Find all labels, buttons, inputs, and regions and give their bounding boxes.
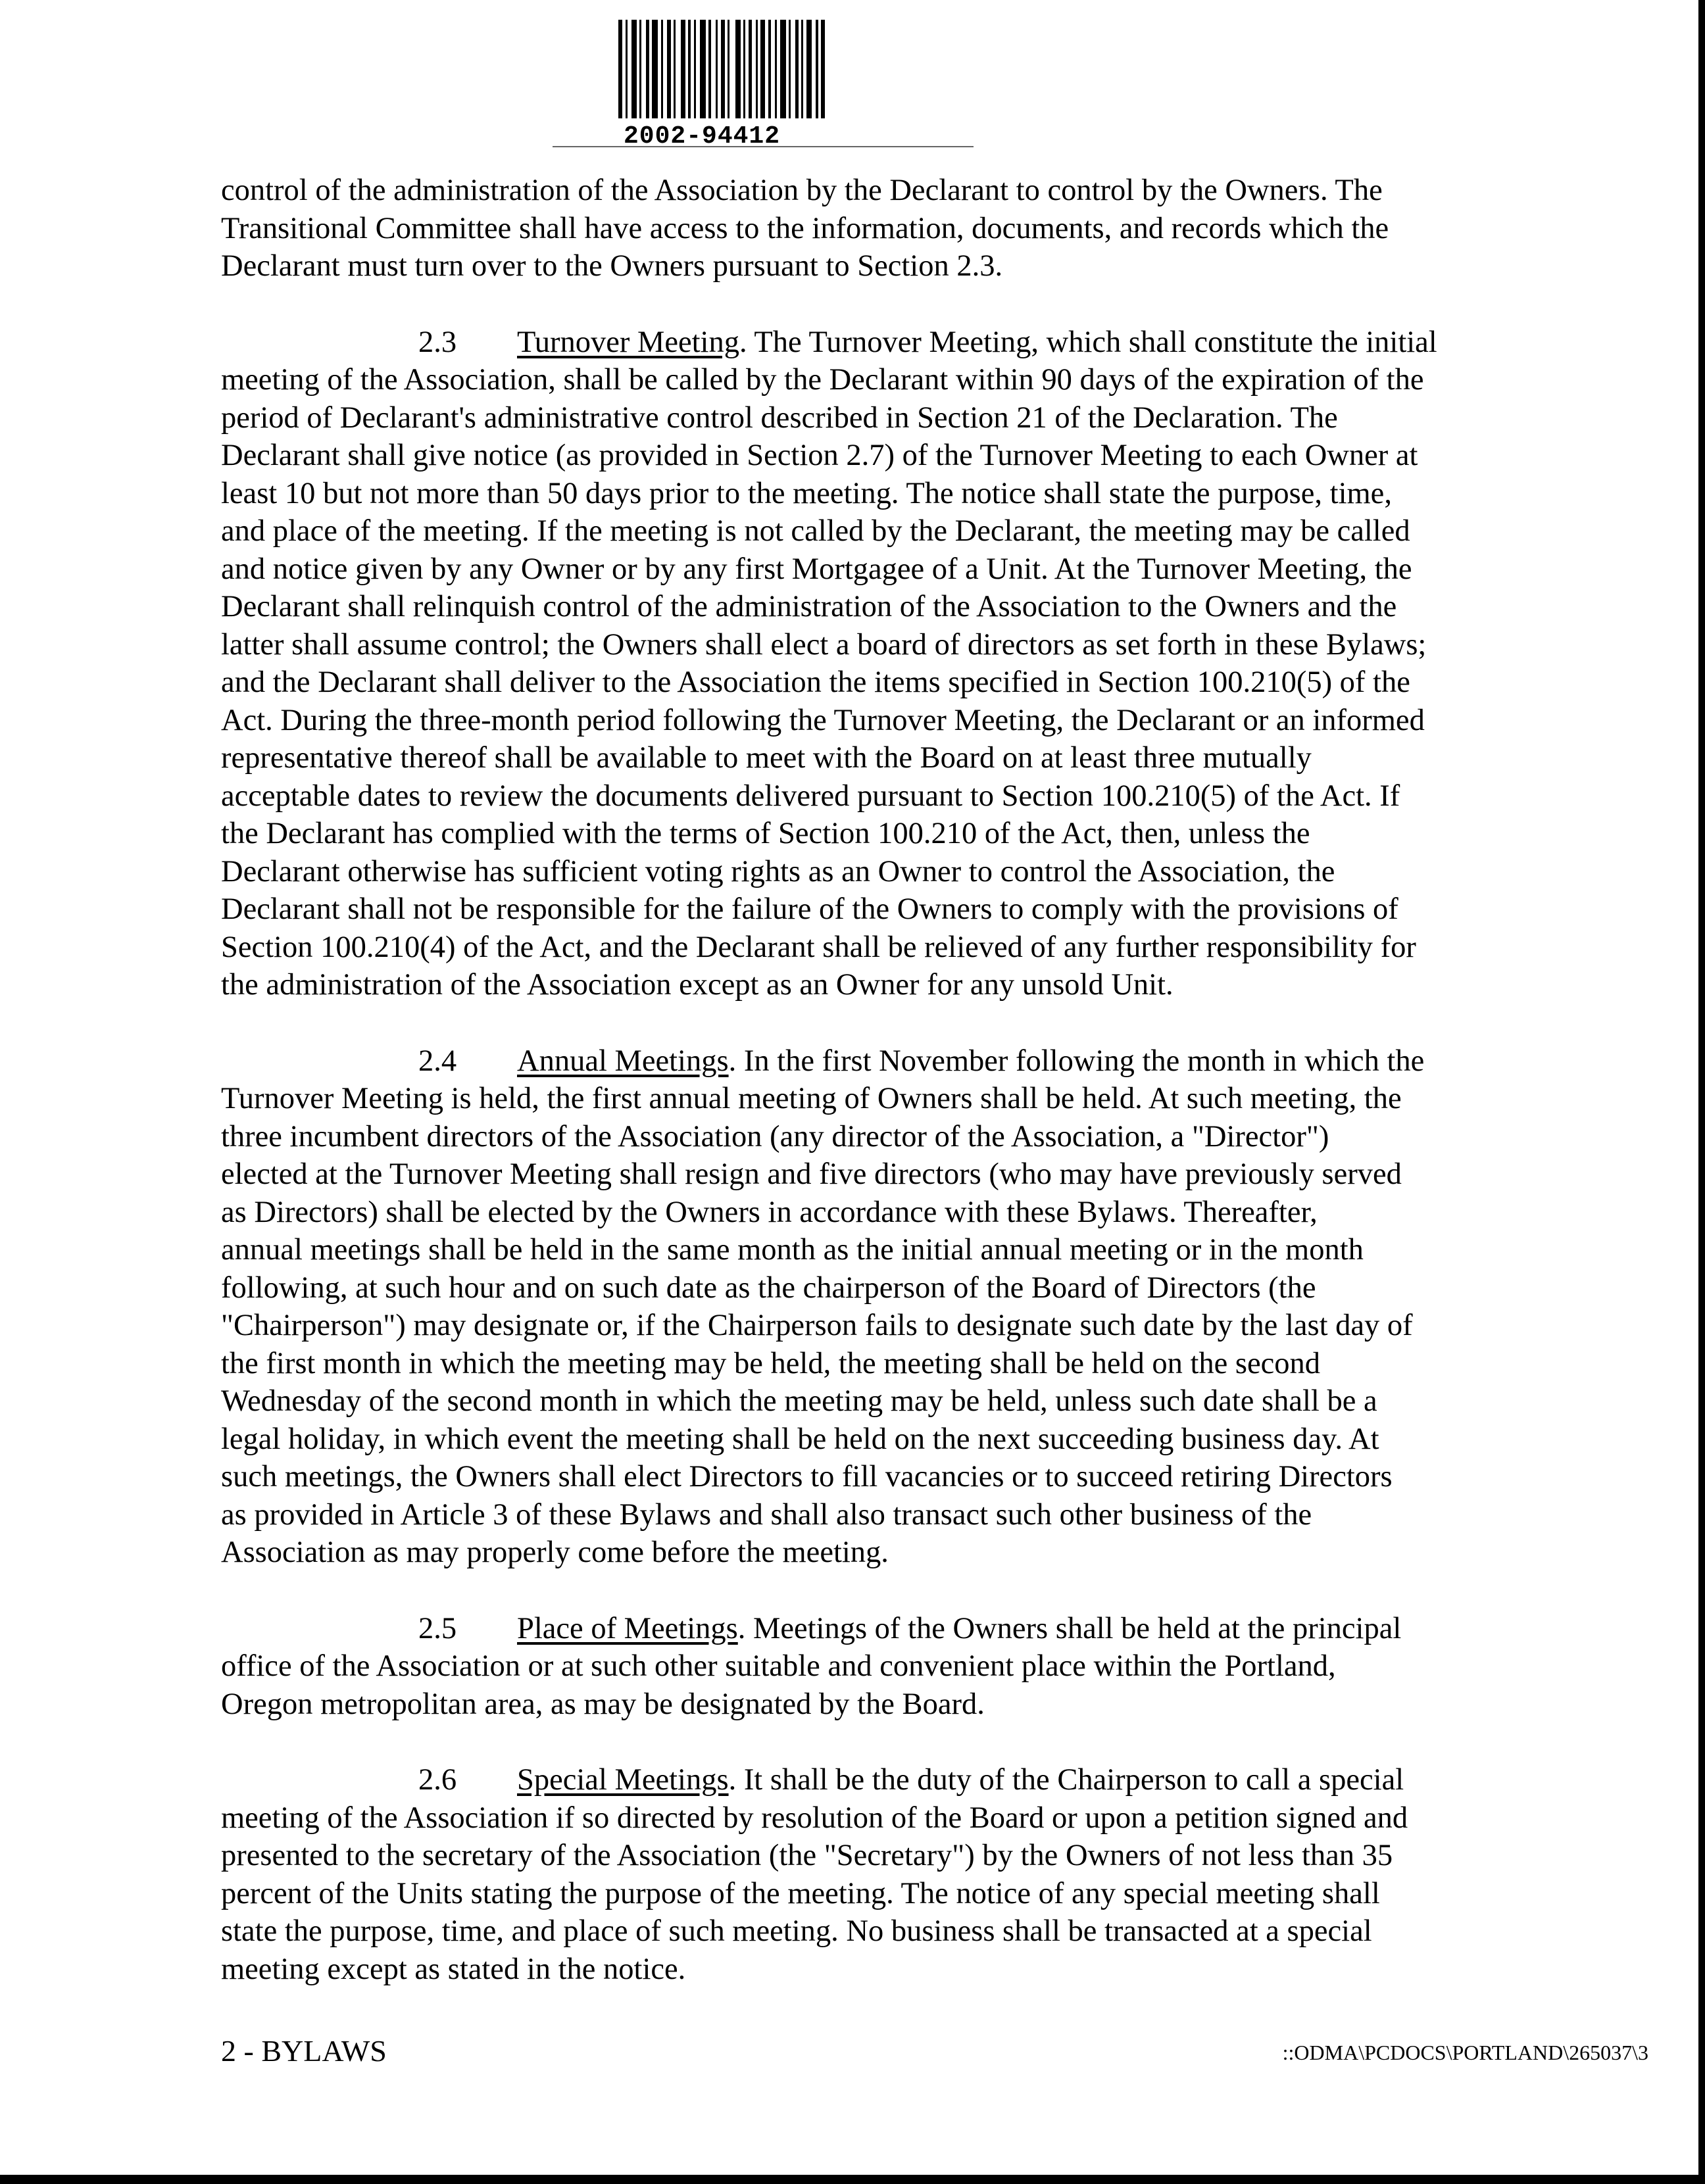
paragraph-line: . The Turnover Meeting, which shall constitute the initial <box>739 325 1437 359</box>
paragraph-line: presented to the secretary of the Association (the "Secretary") by the Owners of not less than 35 <box>221 1839 1393 1872</box>
paragraph-line: period of Declarant's administrative control described in Section 21 of the Declaration. The <box>221 400 1338 435</box>
paragraph-line: Oregon metropolitan area, as may be designated by the Board. <box>221 1687 985 1721</box>
paragraph-line: as Directors) shall be elected by the Owners in accordance with these Bylaws. Thereafter, <box>221 1195 1318 1229</box>
paragraph-line: control of the administration of the Association by the Declarant to control by the Owners. The <box>221 174 1383 207</box>
document-body <box>221 172 1530 1988</box>
paragraph-line: the Declarant has complied with the terms of Section 100.210 of the Act, then, unless the <box>221 817 1310 850</box>
paragraph-line: least 10 but not more than 50 days prior to the meeting. The notice shall state the purpose, time, <box>221 476 1392 510</box>
barcode-bars <box>618 20 921 118</box>
paragraph-line: representative thereof shall be available to meet with the Board on at least three mutually <box>221 741 1312 775</box>
barcode-number: 2002-94412 <box>624 122 781 151</box>
paragraph-line: office of the Association or at such other suitable and convenient place within the Portland, <box>221 1649 1336 1683</box>
scan-border-bottom <box>0 2175 1705 2184</box>
paragraph-line: Association as may properly come before the meeting. <box>221 1536 889 1569</box>
paragraph-line: latter shall assume control; the Owners shall elect a board of directors as set forth in these Bylaws; <box>221 627 1427 662</box>
paragraph-line: Declarant must turn over to the Owners pursuant to Section 2.3. <box>221 249 1003 283</box>
paragraph-line: annual meetings shall be held in the same month as the initial annual meeting or in the month <box>221 1233 1364 1267</box>
scan-border-right <box>1698 0 1705 2184</box>
paragraph-line: Declarant shall relinquish control of the administration of the Association to the Owners and the <box>221 590 1397 623</box>
paragraph-line: . It shall be the duty of the Chairperson to call a special <box>728 1763 1404 1797</box>
paragraph-line: three incumbent directors of the Association (any director of the Association, a "Director") <box>221 1119 1329 1153</box>
paragraph-line: legal holiday, in which event the meeting shall be held on the next succeeding business day. At <box>221 1422 1379 1456</box>
paragraph-line: such meetings, the Owners shall elect Directors to fill vacancies or to succeed retiring Directors <box>221 1460 1393 1493</box>
paragraph-line: following, at such hour and on such date as the chairperson of the Board of Directors (the <box>221 1271 1316 1305</box>
paragraph-line: and place of the meeting. If the meeting is not called by the Declarant, the meeting may be called <box>221 514 1410 548</box>
section-title: Place of Meetings <box>517 1611 738 1645</box>
section-2-4 <box>221 1042 1530 1572</box>
paragraph-line: elected at the Turnover Meeting shall resign and five directors (who may have previously served <box>221 1157 1402 1191</box>
paragraph-line: Section 100.210(4) of the Act, and the Declarant shall be relieved of any further responsibility for <box>221 930 1416 964</box>
paragraph-line: Turnover Meeting is held, the first annual meeting of Owners shall be held. At such meeting, the <box>221 1082 1402 1115</box>
paragraph-line: Declarant shall not be responsible for the failure of the Owners to comply with the provisions of <box>221 892 1398 926</box>
section-title: Special Meetings <box>517 1763 729 1797</box>
paragraph-line: Transitional Committee shall have access to the information, documents, and records which the <box>221 211 1389 245</box>
paragraph-line: and notice given by any Owner or by any first Mortgagee of a Unit. At the Turnover Meeting, the <box>221 552 1412 586</box>
paragraph-line: as provided in Article 3 of these Bylaws and shall also transact such other business of the <box>221 1497 1312 1532</box>
footer-page-label: 2 - BYLAWS <box>221 2034 387 2068</box>
section-title: Turnover Meeting <box>517 325 739 359</box>
paragraph-line: . Meetings of the Owners shall be held at the principal <box>737 1611 1402 1645</box>
paragraph-line: meeting of the Association, shall be called by the Declarant within 90 days of the expiration of the <box>221 363 1424 397</box>
paragraph-line: the first month in which the meeting may be held, the meeting shall be held on the second <box>221 1346 1321 1380</box>
paragraph-line: the administration of the Association except as an Owner for any unsold Unit. <box>221 968 1174 1002</box>
paragraph-line: Act. During the three-month period following the Turnover Meeting, the Declarant or an informed <box>221 703 1425 737</box>
section-2-5 <box>221 1610 1530 1724</box>
paragraph-line: . In the first November following the month in which the <box>728 1044 1425 1078</box>
paragraph-line: Declarant shall give notice (as provided in Section 2.7) of the Turnover Meeting to each Owner at <box>221 439 1418 472</box>
paragraph-line: "Chairperson") may designate or, if the Chairperson fails to designate such date by the last day of <box>221 1309 1413 1342</box>
paragraph-line: percent of the Units stating the purpose of the meeting. The notice of any special meeting shall <box>221 1876 1380 1910</box>
section-number: 2.4 <box>418 1044 457 1078</box>
section-number: 2.6 <box>418 1763 457 1797</box>
paragraph-line: Declarant otherwise has sufficient voting rights as an Owner to control the Association, the <box>221 854 1335 888</box>
section-2-6 <box>221 1761 1530 1988</box>
barcode <box>618 20 921 151</box>
barcode-underline <box>553 146 974 147</box>
intro-paragraph <box>221 172 1530 285</box>
section-2-3 <box>221 324 1530 1004</box>
footer-doc-path: ::ODMA\PCDOCS\PORTLAND\265037\3 <box>1282 2041 1648 2064</box>
paragraph-line: Wednesday of the second month in which the meeting may be held, unless such date shall be a <box>221 1384 1377 1418</box>
section-title: Annual Meetings <box>517 1044 729 1078</box>
section-number: 2.5 <box>418 1611 457 1645</box>
paragraph-line: acceptable dates to review the documents delivered pursuant to Section 100.210(5) of the Act. If <box>221 779 1400 813</box>
paragraph-line: meeting except as stated in the notice. <box>221 1952 686 1986</box>
section-number: 2.3 <box>418 325 457 359</box>
paragraph-line: meeting of the Association if so directed by resolution of the Board or upon a petition signed and <box>221 1801 1408 1835</box>
paragraph-line: state the purpose, time, and place of such meeting. No business shall be transacted at a special <box>221 1914 1372 1948</box>
paragraph-line: and the Declarant shall deliver to the Association the items specified in Section 100.210(5) of the <box>221 666 1410 699</box>
